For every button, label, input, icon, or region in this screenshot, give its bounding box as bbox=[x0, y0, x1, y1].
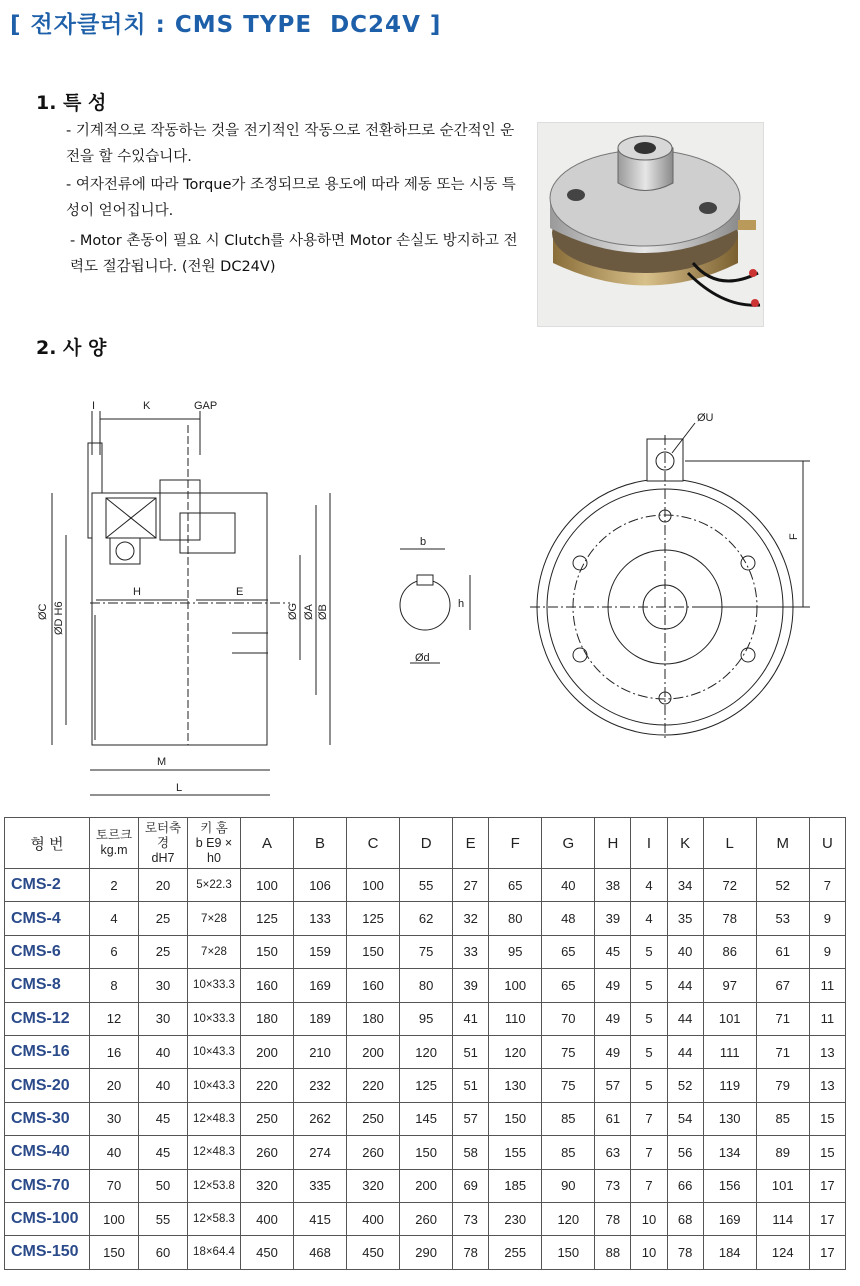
table-cell: 75 bbox=[542, 1069, 595, 1102]
table-cell: 56 bbox=[667, 1136, 703, 1169]
header-M: M bbox=[756, 818, 809, 869]
table-cell: 13 bbox=[809, 1069, 845, 1102]
table-row bbox=[5, 1035, 846, 1068]
table-cell: 27 bbox=[453, 869, 489, 902]
table-cell: 400 bbox=[347, 1202, 400, 1235]
table-cell: 10 bbox=[631, 1236, 667, 1269]
table-cell: 6 bbox=[90, 935, 139, 968]
table-cell: 73 bbox=[453, 1202, 489, 1235]
side-view bbox=[37, 400, 330, 795]
table-cell: 10×43.3 bbox=[188, 1035, 241, 1068]
table-cell: 13 bbox=[809, 1035, 845, 1068]
table-cell: 260 bbox=[241, 1136, 294, 1169]
table-row bbox=[5, 1069, 846, 1102]
table-cell: 57 bbox=[595, 1069, 631, 1102]
table-cell: 100 bbox=[90, 1202, 139, 1235]
table-cell: 32 bbox=[453, 902, 489, 935]
table-cell: 10×33.3 bbox=[188, 1002, 241, 1035]
model-cell: CMS-4 bbox=[5, 902, 90, 935]
table-cell: 111 bbox=[703, 1035, 756, 1068]
table-cell: 95 bbox=[489, 935, 542, 968]
table-cell: 290 bbox=[400, 1236, 453, 1269]
table-cell: 101 bbox=[756, 1169, 809, 1202]
table-cell: 5 bbox=[631, 1035, 667, 1068]
table-cell: 250 bbox=[241, 1102, 294, 1135]
dim-label-b: b bbox=[420, 536, 427, 548]
table-cell: 57 bbox=[453, 1102, 489, 1135]
table-cell: 8 bbox=[90, 969, 139, 1002]
table-cell: 220 bbox=[241, 1069, 294, 1102]
table-cell: 60 bbox=[139, 1236, 188, 1269]
table-cell: 106 bbox=[294, 869, 347, 902]
table-cell: 30 bbox=[139, 969, 188, 1002]
model-cell: CMS-150 bbox=[5, 1236, 90, 1269]
table-cell: 232 bbox=[294, 1069, 347, 1102]
table-cell: 155 bbox=[489, 1136, 542, 1169]
header-H: H bbox=[595, 818, 631, 869]
dim-label-GAP: GAP bbox=[194, 400, 218, 412]
dim-label-d: Ød bbox=[415, 652, 430, 664]
table-row bbox=[5, 902, 846, 935]
table-cell: 73 bbox=[595, 1169, 631, 1202]
table-cell: 100 bbox=[489, 969, 542, 1002]
table-cell: 160 bbox=[241, 969, 294, 1002]
table-cell: 78 bbox=[703, 902, 756, 935]
dim-label-A: ØA bbox=[303, 604, 315, 620]
header-model: 형 번 bbox=[5, 818, 90, 869]
table-cell: 25 bbox=[139, 935, 188, 968]
dim-label-L: L bbox=[176, 782, 183, 794]
table-cell: 88 bbox=[595, 1236, 631, 1269]
table-cell: 220 bbox=[347, 1069, 400, 1102]
table-cell: 39 bbox=[453, 969, 489, 1002]
table-cell: 156 bbox=[703, 1169, 756, 1202]
model-cell: CMS-2 bbox=[5, 869, 90, 902]
table-cell: 9 bbox=[809, 935, 845, 968]
header-F: F bbox=[489, 818, 542, 869]
model-cell: CMS-16 bbox=[5, 1035, 90, 1068]
table-row bbox=[5, 1002, 846, 1035]
model-cell: CMS-8 bbox=[5, 969, 90, 1002]
table-cell: 39 bbox=[595, 902, 631, 935]
model-cell: CMS-70 bbox=[5, 1169, 90, 1202]
table-cell: 468 bbox=[294, 1236, 347, 1269]
table-cell: 65 bbox=[542, 935, 595, 968]
table-cell: 180 bbox=[241, 1002, 294, 1035]
dim-label-D: ØD H6 bbox=[53, 601, 65, 635]
feature-item-2: - 여자전류에 따라 Torque가 조정되므로 용도에 따라 제동 또는 시동 특성이 얻어집니다. bbox=[66, 177, 516, 219]
dim-label-M: M bbox=[157, 756, 167, 768]
table-cell: 25 bbox=[139, 902, 188, 935]
table-cell: 125 bbox=[347, 902, 400, 935]
table-cell: 110 bbox=[489, 1002, 542, 1035]
header-D: D bbox=[400, 818, 453, 869]
dim-label-F: F bbox=[788, 533, 800, 540]
table-cell: 255 bbox=[489, 1236, 542, 1269]
table-cell: 89 bbox=[756, 1136, 809, 1169]
spec-table bbox=[4, 817, 846, 1270]
table-cell: 55 bbox=[400, 869, 453, 902]
table-row bbox=[5, 1236, 846, 1269]
table-cell: 34 bbox=[667, 869, 703, 902]
table-cell: 50 bbox=[139, 1169, 188, 1202]
table-cell: 33 bbox=[453, 935, 489, 968]
table-cell: 71 bbox=[756, 1002, 809, 1035]
model-cell: CMS-6 bbox=[5, 935, 90, 968]
table-cell: 130 bbox=[703, 1102, 756, 1135]
table-cell: 5 bbox=[631, 935, 667, 968]
table-cell: 4 bbox=[90, 902, 139, 935]
table-cell: 10×33.3 bbox=[188, 969, 241, 1002]
table-cell: 5 bbox=[631, 969, 667, 1002]
table-cell: 20 bbox=[139, 869, 188, 902]
table-cell: 145 bbox=[400, 1102, 453, 1135]
table-row bbox=[5, 1102, 846, 1135]
table-cell: 63 bbox=[595, 1136, 631, 1169]
table-cell: 17 bbox=[809, 1236, 845, 1269]
table-cell: 9 bbox=[809, 902, 845, 935]
table-cell: 200 bbox=[347, 1035, 400, 1068]
table-cell: 169 bbox=[294, 969, 347, 1002]
table-cell: 100 bbox=[347, 869, 400, 902]
table-cell: 52 bbox=[756, 869, 809, 902]
table-cell: 44 bbox=[667, 969, 703, 1002]
table-cell: 30 bbox=[90, 1102, 139, 1135]
table-cell: 210 bbox=[294, 1035, 347, 1068]
table-row bbox=[5, 1202, 846, 1235]
table-cell: 10×43.3 bbox=[188, 1069, 241, 1102]
table-cell: 72 bbox=[703, 869, 756, 902]
table-cell: 130 bbox=[489, 1069, 542, 1102]
table-cell: 78 bbox=[453, 1236, 489, 1269]
table-cell: 260 bbox=[347, 1136, 400, 1169]
table-cell: 95 bbox=[400, 1002, 453, 1035]
table-cell: 450 bbox=[241, 1236, 294, 1269]
model-cell: CMS-30 bbox=[5, 1102, 90, 1135]
table-cell: 90 bbox=[542, 1169, 595, 1202]
table-cell: 320 bbox=[241, 1169, 294, 1202]
table-cell: 58 bbox=[453, 1136, 489, 1169]
header-I: I bbox=[631, 818, 667, 869]
table-cell: 49 bbox=[595, 1002, 631, 1035]
table-cell: 70 bbox=[90, 1169, 139, 1202]
table-cell: 120 bbox=[400, 1035, 453, 1068]
table-cell: 415 bbox=[294, 1202, 347, 1235]
table-cell: 30 bbox=[139, 1002, 188, 1035]
header-C: C bbox=[347, 818, 400, 869]
dim-label-K: K bbox=[143, 400, 151, 412]
table-cell: 114 bbox=[756, 1202, 809, 1235]
table-cell: 38 bbox=[595, 869, 631, 902]
table-cell: 40 bbox=[139, 1035, 188, 1068]
table-cell: 185 bbox=[489, 1169, 542, 1202]
table-cell: 12×53.8 bbox=[188, 1169, 241, 1202]
table-cell: 159 bbox=[294, 935, 347, 968]
dimension-drawing bbox=[0, 395, 860, 810]
table-row bbox=[5, 1169, 846, 1202]
table-cell: 4 bbox=[631, 902, 667, 935]
table-cell: 133 bbox=[294, 902, 347, 935]
table-cell: 68 bbox=[667, 1202, 703, 1235]
table-row bbox=[5, 935, 846, 968]
table-cell: 150 bbox=[400, 1136, 453, 1169]
table-cell: 4 bbox=[631, 869, 667, 902]
table-cell: 184 bbox=[703, 1236, 756, 1269]
table-cell: 320 bbox=[347, 1169, 400, 1202]
table-cell: 450 bbox=[347, 1236, 400, 1269]
table-cell: 85 bbox=[542, 1102, 595, 1135]
table-cell: 15 bbox=[809, 1136, 845, 1169]
model-cell: CMS-40 bbox=[5, 1136, 90, 1169]
header-torque: 토르크 kg.m bbox=[90, 818, 139, 869]
table-cell: 53 bbox=[756, 902, 809, 935]
dim-label-B: ØB bbox=[317, 604, 329, 620]
header-G: G bbox=[542, 818, 595, 869]
table-cell: 80 bbox=[489, 902, 542, 935]
header-K: K bbox=[667, 818, 703, 869]
table-cell: 17 bbox=[809, 1169, 845, 1202]
table-cell: 55 bbox=[139, 1202, 188, 1235]
table-row bbox=[5, 869, 846, 902]
table-cell: 11 bbox=[809, 969, 845, 1002]
table-cell: 44 bbox=[667, 1035, 703, 1068]
table-cell: 51 bbox=[453, 1069, 489, 1102]
table-cell: 7 bbox=[631, 1169, 667, 1202]
table-header-row bbox=[5, 818, 846, 869]
table-cell: 120 bbox=[542, 1202, 595, 1235]
section-characteristics-heading: 1. 특 성 bbox=[36, 92, 107, 114]
table-cell: 12×58.3 bbox=[188, 1202, 241, 1235]
table-cell: 16 bbox=[90, 1035, 139, 1068]
header-shaft: 로터축경 dH7 bbox=[139, 818, 188, 869]
header-U: U bbox=[809, 818, 845, 869]
dim-label-E: E bbox=[236, 586, 244, 598]
table-cell: 18×64.4 bbox=[188, 1236, 241, 1269]
table-cell: 100 bbox=[241, 869, 294, 902]
table-cell: 400 bbox=[241, 1202, 294, 1235]
dim-label-I: I bbox=[92, 400, 96, 412]
table-cell: 97 bbox=[703, 969, 756, 1002]
table-cell: 66 bbox=[667, 1169, 703, 1202]
table-cell: 69 bbox=[453, 1169, 489, 1202]
table-cell: 35 bbox=[667, 902, 703, 935]
table-cell: 125 bbox=[241, 902, 294, 935]
table-cell: 150 bbox=[489, 1102, 542, 1135]
table-cell: 335 bbox=[294, 1169, 347, 1202]
table-cell: 274 bbox=[294, 1136, 347, 1169]
table-cell: 71 bbox=[756, 1035, 809, 1068]
table-cell: 7 bbox=[631, 1102, 667, 1135]
model-cell: CMS-20 bbox=[5, 1069, 90, 1102]
feature-item-3: - Motor 촌동이 필요 시 Clutch를 사용하면 Motor 손실도 방지하고 전력도 절감됩니다. (전원 DC24V) bbox=[70, 233, 518, 275]
table-cell: 120 bbox=[489, 1035, 542, 1068]
table-cell: 78 bbox=[667, 1236, 703, 1269]
table-cell: 40 bbox=[139, 1069, 188, 1102]
table-cell: 150 bbox=[542, 1236, 595, 1269]
table-cell: 7×28 bbox=[188, 902, 241, 935]
table-cell: 124 bbox=[756, 1236, 809, 1269]
table-row bbox=[5, 1136, 846, 1169]
table-row bbox=[5, 969, 846, 1002]
table-cell: 85 bbox=[756, 1102, 809, 1135]
table-cell: 40 bbox=[542, 869, 595, 902]
table-cell: 65 bbox=[489, 869, 542, 902]
table-cell: 65 bbox=[542, 969, 595, 1002]
table-cell: 7×28 bbox=[188, 935, 241, 968]
table-cell: 15 bbox=[809, 1102, 845, 1135]
header-B: B bbox=[294, 818, 347, 869]
table-cell: 78 bbox=[595, 1202, 631, 1235]
table-cell: 41 bbox=[453, 1002, 489, 1035]
table-cell: 7 bbox=[631, 1136, 667, 1169]
table-cell: 12×48.3 bbox=[188, 1102, 241, 1135]
table-cell: 54 bbox=[667, 1102, 703, 1135]
dim-label-h: h bbox=[458, 598, 465, 610]
table-cell: 49 bbox=[595, 1035, 631, 1068]
table-cell: 10 bbox=[631, 1202, 667, 1235]
table-cell: 134 bbox=[703, 1136, 756, 1169]
table-cell: 5×22.3 bbox=[188, 869, 241, 902]
table-cell: 62 bbox=[400, 902, 453, 935]
table-cell: 125 bbox=[400, 1069, 453, 1102]
table-cell: 75 bbox=[542, 1035, 595, 1068]
table-cell: 20 bbox=[90, 1069, 139, 1102]
table-cell: 45 bbox=[595, 935, 631, 968]
table-cell: 180 bbox=[347, 1002, 400, 1035]
table-cell: 12 bbox=[90, 1002, 139, 1035]
table-cell: 230 bbox=[489, 1202, 542, 1235]
table-cell: 12×48.3 bbox=[188, 1136, 241, 1169]
table-cell: 49 bbox=[595, 969, 631, 1002]
table-cell: 260 bbox=[400, 1202, 453, 1235]
table-cell: 150 bbox=[347, 935, 400, 968]
dim-label-G: ØG bbox=[287, 602, 299, 620]
table-cell: 61 bbox=[756, 935, 809, 968]
table-cell: 51 bbox=[453, 1035, 489, 1068]
table-cell: 61 bbox=[595, 1102, 631, 1135]
dim-label-H: H bbox=[133, 586, 141, 598]
table-cell: 119 bbox=[703, 1069, 756, 1102]
keyway-view bbox=[400, 536, 470, 664]
table-cell: 40 bbox=[90, 1136, 139, 1169]
dim-label-U: ØU bbox=[697, 412, 714, 424]
table-cell: 160 bbox=[347, 969, 400, 1002]
header-A: A bbox=[241, 818, 294, 869]
table-cell: 7 bbox=[809, 869, 845, 902]
product-photo bbox=[537, 122, 764, 327]
table-cell: 85 bbox=[542, 1136, 595, 1169]
table-cell: 101 bbox=[703, 1002, 756, 1035]
table-cell: 200 bbox=[400, 1169, 453, 1202]
feature-item-1: - 기계적으로 작동하는 것을 전기적인 작동으로 전환하므로 순간적인 운전을 할 수있습니다. bbox=[66, 123, 515, 165]
dim-label-C: ØC bbox=[37, 603, 49, 620]
table-cell: 262 bbox=[294, 1102, 347, 1135]
table-cell: 40 bbox=[667, 935, 703, 968]
table-cell: 150 bbox=[90, 1236, 139, 1269]
table-cell: 150 bbox=[241, 935, 294, 968]
table-cell: 2 bbox=[90, 869, 139, 902]
table-cell: 5 bbox=[631, 1002, 667, 1035]
table-cell: 5 bbox=[631, 1069, 667, 1102]
model-cell: CMS-12 bbox=[5, 1002, 90, 1035]
table-cell: 45 bbox=[139, 1102, 188, 1135]
table-cell: 48 bbox=[542, 902, 595, 935]
header-E: E bbox=[453, 818, 489, 869]
table-cell: 11 bbox=[809, 1002, 845, 1035]
table-cell: 189 bbox=[294, 1002, 347, 1035]
table-cell: 79 bbox=[756, 1069, 809, 1102]
section-specification-heading: 2. 사 양 bbox=[36, 337, 107, 359]
table-cell: 75 bbox=[400, 935, 453, 968]
table-cell: 80 bbox=[400, 969, 453, 1002]
table-cell: 17 bbox=[809, 1202, 845, 1235]
table-cell: 45 bbox=[139, 1136, 188, 1169]
table-cell: 169 bbox=[703, 1202, 756, 1235]
table-cell: 200 bbox=[241, 1035, 294, 1068]
model-cell: CMS-100 bbox=[5, 1202, 90, 1235]
table-cell: 52 bbox=[667, 1069, 703, 1102]
header-key: 키 홈 b E9 × h0 bbox=[188, 818, 241, 869]
spec-table-body bbox=[5, 869, 846, 1270]
header-L: L bbox=[703, 818, 756, 869]
table-cell: 250 bbox=[347, 1102, 400, 1135]
table-cell: 86 bbox=[703, 935, 756, 968]
table-cell: 67 bbox=[756, 969, 809, 1002]
front-view bbox=[530, 412, 810, 740]
table-cell: 70 bbox=[542, 1002, 595, 1035]
table-cell: 44 bbox=[667, 1002, 703, 1035]
page-title: [ 전자클러치 : CMS TYPE DC24V ] bbox=[10, 12, 442, 38]
